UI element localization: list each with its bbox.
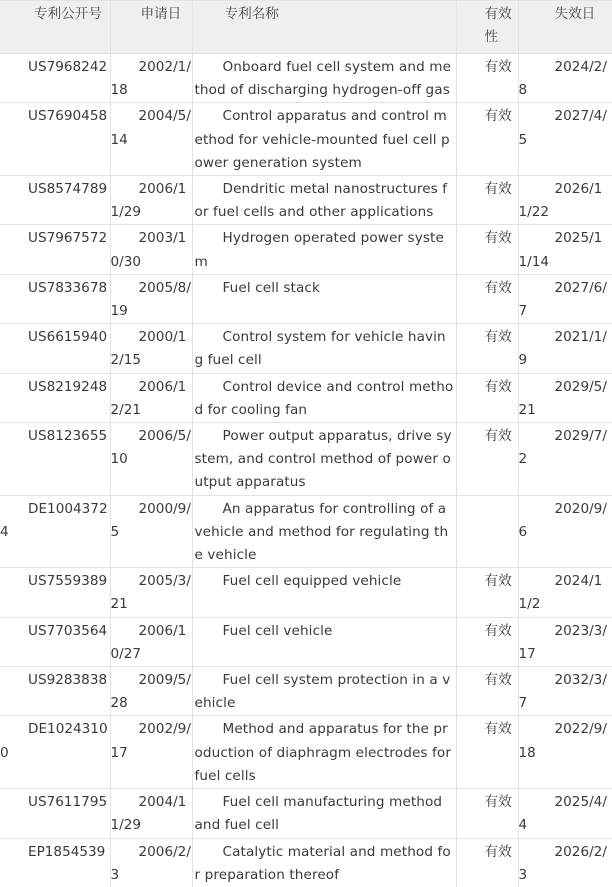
header-expiry: 失效日 — [518, 1, 612, 54]
patent-number: US8574789 — [0, 176, 110, 225]
patent-title: An apparatus for controlling of a vehicle and method for regulating the vehicle — [192, 495, 456, 568]
validity-status: 有效 — [456, 716, 518, 789]
patent-title: Fuel cell manufacturing method and fuel cell — [192, 789, 456, 838]
patent-number: US7968242 — [0, 54, 110, 103]
patent-number: US7611795 — [0, 789, 110, 838]
table-row — [0, 568, 612, 617]
table-row — [0, 274, 612, 323]
application-date: 2002/9/17 — [110, 716, 192, 789]
validity-status: 有效 — [456, 103, 518, 176]
table-row — [0, 789, 612, 838]
expiry-date: 2020/9/6 — [518, 495, 612, 568]
header-date: 申请日 — [110, 1, 192, 54]
patent-number: EP1854539 — [0, 838, 110, 887]
patent-title: Hydrogen operated power system — [192, 225, 456, 274]
table-row — [0, 716, 612, 789]
patent-title: Fuel cell stack — [192, 274, 456, 323]
expiry-date: 2029/7/2 — [518, 423, 612, 496]
application-date: 2006/2/3 — [110, 838, 192, 887]
validity-status: 有效 — [456, 176, 518, 225]
patent-title: Control apparatus and control method for vehicle-mounted fuel cell power generation system — [192, 103, 456, 176]
table-row — [0, 495, 612, 568]
expiry-date: 2026/2/3 — [518, 838, 612, 887]
validity-status: 有效 — [456, 568, 518, 617]
validity-status: 有效 — [456, 838, 518, 887]
patent-number: US8219248 — [0, 373, 110, 422]
header-number: 专利公开号 — [0, 1, 110, 54]
table-row — [0, 617, 612, 666]
table-header-row — [0, 1, 612, 54]
table-row — [0, 373, 612, 422]
table-row — [0, 324, 612, 373]
expiry-date: 2027/4/5 — [518, 103, 612, 176]
patent-title: Fuel cell equipped vehicle — [192, 568, 456, 617]
application-date: 2006/11/29 — [110, 176, 192, 225]
patent-number: US7833678 — [0, 274, 110, 323]
application-date: 2000/12/15 — [110, 324, 192, 373]
patent-title: Control device and control method for cooling fan — [192, 373, 456, 422]
patent-number: DE10243100 — [0, 716, 110, 789]
expiry-date: 2022/9/18 — [518, 716, 612, 789]
table-row — [0, 423, 612, 496]
header-title: 专利名称 — [192, 1, 456, 54]
table-row — [0, 667, 612, 716]
validity-status — [456, 495, 518, 568]
application-date: 2006/5/10 — [110, 423, 192, 496]
application-date: 2004/5/14 — [110, 103, 192, 176]
validity-status: 有效 — [456, 789, 518, 838]
table-row — [0, 54, 612, 103]
table-row — [0, 225, 612, 274]
application-date: 2002/1/18 — [110, 54, 192, 103]
application-date: 2005/8/19 — [110, 274, 192, 323]
patent-title: Fuel cell system protection in a vehicle — [192, 667, 456, 716]
validity-status: 有效 — [456, 54, 518, 103]
table-row — [0, 103, 612, 176]
patent-number: US7559389 — [0, 568, 110, 617]
patent-number: US9283838 — [0, 667, 110, 716]
patent-number: US7703564 — [0, 617, 110, 666]
patent-title: Fuel cell vehicle — [192, 617, 456, 666]
patent-title: Catalytic material and method for preparation thereof — [192, 838, 456, 887]
application-date: 2009/5/28 — [110, 667, 192, 716]
expiry-date: 2023/3/17 — [518, 617, 612, 666]
application-date: 2006/10/27 — [110, 617, 192, 666]
validity-status: 有效 — [456, 225, 518, 274]
validity-status: 有效 — [456, 274, 518, 323]
validity-status: 有效 — [456, 324, 518, 373]
application-date: 2005/3/21 — [110, 568, 192, 617]
patent-title: Method and apparatus for the production of diaphragm electrodes for fuel cells — [192, 716, 456, 789]
application-date: 2003/10/30 — [110, 225, 192, 274]
patent-title: Dendritic metal nanostructures for fuel cells and other applications — [192, 176, 456, 225]
application-date: 2004/11/29 — [110, 789, 192, 838]
expiry-date: 2025/4/4 — [518, 789, 612, 838]
expiry-date: 2021/1/9 — [518, 324, 612, 373]
validity-status: 有效 — [456, 423, 518, 496]
patent-number: US8123655 — [0, 423, 110, 496]
validity-status: 有效 — [456, 617, 518, 666]
expiry-date: 2024/2/8 — [518, 54, 612, 103]
table-row — [0, 176, 612, 225]
patent-number: DE10043724 — [0, 495, 110, 568]
patent-number: US6615940 — [0, 324, 110, 373]
header-status: 有效性 — [456, 1, 518, 54]
validity-status: 有效 — [456, 373, 518, 422]
expiry-date: 2032/3/7 — [518, 667, 612, 716]
validity-status: 有效 — [456, 667, 518, 716]
expiry-date: 2025/11/14 — [518, 225, 612, 274]
expiry-date: 2029/5/21 — [518, 373, 612, 422]
patent-title: Onboard fuel cell system and method of discharging hydrogen-off gas — [192, 54, 456, 103]
application-date: 2006/12/21 — [110, 373, 192, 422]
application-date: 2000/9/5 — [110, 495, 192, 568]
patent-number: US7967572 — [0, 225, 110, 274]
table-row — [0, 838, 612, 887]
expiry-date: 2024/11/2 — [518, 568, 612, 617]
patent-title: Control system for vehicle having fuel cell — [192, 324, 456, 373]
expiry-date: 2026/11/22 — [518, 176, 612, 225]
patent-title: Power output apparatus, drive system, and control method of power output apparatus — [192, 423, 456, 496]
expiry-date: 2027/6/7 — [518, 274, 612, 323]
patent-number: US7690458 — [0, 103, 110, 176]
